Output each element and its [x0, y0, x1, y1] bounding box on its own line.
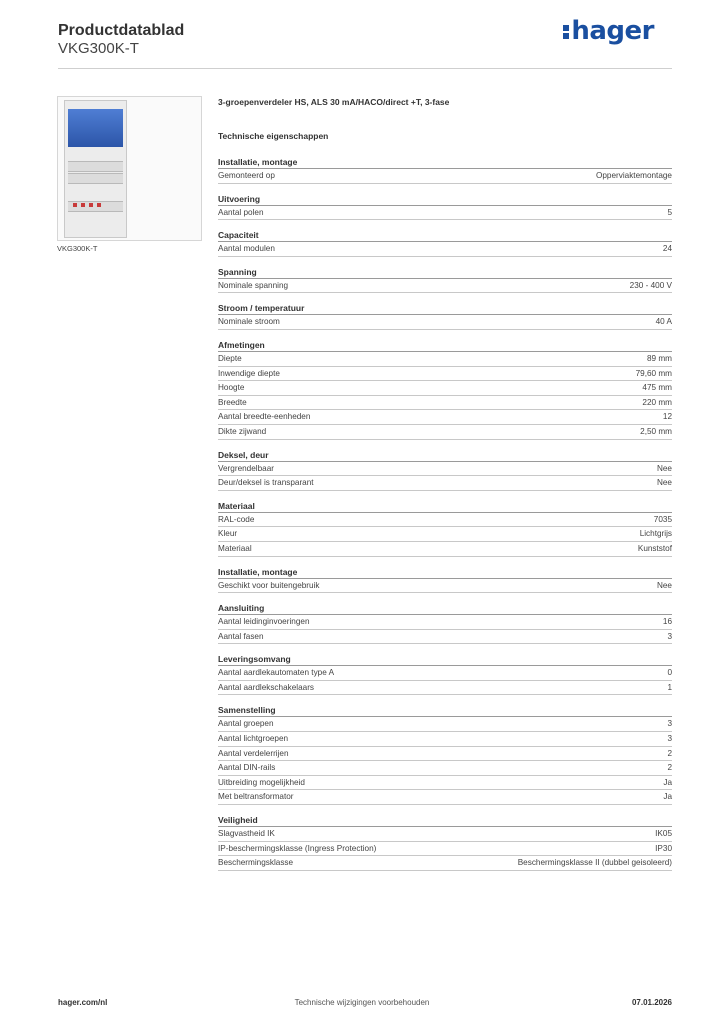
spec-section — [218, 302, 672, 330]
spec-label: Aantal DIN-rails — [218, 763, 276, 773]
spec-value: 16 — [662, 617, 672, 627]
spec-value: 89 mm — [646, 353, 672, 363]
spec-label: Vergrendelbaar — [218, 463, 274, 473]
spec-label: Aantal groepen — [218, 719, 274, 729]
spec-value: 5 — [667, 207, 672, 217]
product-image — [57, 96, 202, 241]
spec-value: Ja — [663, 792, 672, 802]
spec-value: IP30 — [655, 843, 672, 853]
spec-section — [218, 653, 672, 695]
spec-row — [218, 732, 672, 747]
spec-value: Beschermingsklasse II (dubbel geisoleerd) — [517, 858, 672, 868]
spec-label: Met beltransformator — [218, 792, 294, 802]
spec-label: Geschikt voor buitengebruik — [218, 580, 320, 590]
header-divider — [58, 68, 672, 69]
spec-label: Breedte — [218, 397, 247, 407]
spec-section — [218, 229, 672, 257]
spec-label: Aantal leidinginvoeringen — [218, 617, 310, 627]
spec-label: Hoogte — [218, 383, 245, 393]
spec-value: 2 — [667, 748, 672, 758]
spec-label: Nominale spanning — [218, 280, 289, 290]
spec-label: Aantal verdelerrijen — [218, 748, 289, 758]
spec-row — [218, 542, 672, 557]
spec-value: Ja — [663, 777, 672, 787]
spec-label: Kleur — [218, 529, 238, 539]
spec-value: 40 A — [655, 317, 672, 327]
spec-label: Aantal aardlekschakelaars — [218, 682, 315, 692]
section-title: Installatie, montage — [218, 156, 672, 169]
spec-label: Dikte zijwand — [218, 426, 267, 436]
spec-value: Opperviaktemontage — [595, 171, 672, 180]
logo-colon-icon — [563, 23, 570, 41]
footer-notice: Technische wijzigingen voorbehouden — [294, 998, 430, 1007]
page-title: Productdatablad — [58, 22, 185, 39]
spec-row — [218, 666, 672, 681]
spec-value: IK05 — [655, 829, 672, 839]
product-code: VKG300K-T — [58, 40, 139, 57]
spec-row — [218, 790, 672, 805]
spec-value: 475 mm — [642, 383, 672, 393]
spec-value: 79,60 mm — [635, 368, 672, 378]
footer-date: 07.01.2026 — [631, 998, 672, 1007]
spec-section — [218, 814, 672, 871]
spec-value: 0 — [667, 668, 672, 678]
spec-label: Deur/deksel is transparant — [218, 478, 314, 488]
product-description: 3-groepenverdeler HS, ALS 30 mA/HACO/direct +T, 3-fase — [218, 97, 450, 107]
spec-row — [218, 410, 672, 425]
spec-label: Uitbreiding mogelijkheid — [218, 777, 305, 787]
spec-label: Inwendige diepte — [218, 368, 280, 378]
spec-value: Nee — [656, 580, 672, 590]
spec-section — [218, 266, 672, 294]
spec-value: 3 — [667, 734, 672, 744]
spec-row — [218, 579, 672, 594]
spec-value: Lichtgrijs — [639, 529, 672, 539]
spec-value: 2,50 mm — [640, 426, 672, 436]
section-title: Veiligheid — [218, 814, 672, 827]
spec-row — [218, 169, 672, 184]
section-title: Afmetingen — [218, 339, 672, 352]
spec-label: Aantal lichtgroepen — [218, 734, 289, 744]
spec-label: Diepte — [218, 353, 242, 363]
spec-label: Gemonteerd op — [218, 171, 275, 180]
spec-value: 2 — [667, 763, 672, 773]
spec-row — [218, 425, 672, 440]
spec-row — [218, 615, 672, 630]
spec-row — [218, 776, 672, 791]
spec-section — [218, 193, 672, 221]
section-title: Capaciteit — [218, 229, 672, 242]
spec-section — [218, 602, 672, 644]
spec-section — [218, 339, 672, 440]
spec-row — [218, 279, 672, 294]
spec-label: IP-beschermingsklasse (Ingress Protection) — [218, 843, 377, 853]
spec-row — [218, 827, 672, 842]
section-title: Deksel, deur — [218, 449, 672, 462]
spec-row — [218, 476, 672, 491]
section-title: Spanning — [218, 266, 672, 279]
spec-row — [218, 315, 672, 330]
spec-value: 220 mm — [642, 397, 672, 407]
spec-section — [218, 566, 672, 594]
spec-table — [218, 156, 672, 871]
spec-section — [218, 704, 672, 805]
spec-label: Nominale stroom — [218, 317, 280, 327]
spec-value: 230 - 400 V — [629, 280, 672, 290]
spec-row — [218, 462, 672, 477]
spec-value: 3 — [667, 631, 672, 641]
spec-value: 7035 — [653, 514, 672, 524]
spec-label: Aantal polen — [218, 207, 264, 217]
section-title: Installatie, montage — [218, 566, 672, 579]
distribution-board-icon — [64, 100, 127, 238]
spec-row — [218, 717, 672, 732]
spec-row — [218, 396, 672, 411]
section-title: Uitvoering — [218, 193, 672, 206]
spec-label: Materiaal — [218, 543, 252, 553]
spec-label: RAL-code — [218, 514, 255, 524]
section-title: Materiaal — [218, 500, 672, 513]
spec-row — [218, 681, 672, 696]
footer-website-link[interactable]: hager.com/nl — [58, 998, 108, 1007]
spec-row — [218, 206, 672, 221]
spec-row — [218, 367, 672, 382]
spec-value: 12 — [662, 412, 672, 422]
spec-value: Nee — [656, 478, 672, 488]
spec-row — [218, 842, 672, 857]
logo-text: hager — [571, 16, 654, 46]
spec-row — [218, 513, 672, 528]
spec-row — [218, 242, 672, 257]
spec-row — [218, 527, 672, 542]
spec-section — [218, 500, 672, 557]
hager-logo[interactable] — [563, 16, 654, 46]
spec-label: Aantal fasen — [218, 631, 264, 641]
spec-section — [218, 449, 672, 491]
spec-row — [218, 856, 672, 871]
section-title: Aansluiting — [218, 602, 672, 615]
spec-label: Aantal breedte-eenheden — [218, 412, 311, 422]
spec-value: 3 — [667, 719, 672, 729]
spec-label: Aantal aardlekautomaten type A — [218, 668, 335, 678]
section-title: Stroom / temperatuur — [218, 302, 672, 315]
spec-value: Nee — [656, 463, 672, 473]
section-title: Leveringsomvang — [218, 653, 672, 666]
spec-section — [218, 156, 672, 184]
spec-label: Slagvastheid IK — [218, 829, 275, 839]
spec-row — [218, 747, 672, 762]
tech-heading: Technische eigenschappen — [218, 131, 329, 141]
spec-row — [218, 761, 672, 776]
spec-label: Aantal modulen — [218, 244, 275, 254]
spec-value: Kunststof — [637, 543, 672, 553]
spec-row — [218, 381, 672, 396]
image-caption: VKG300K-T — [57, 244, 98, 253]
spec-value: 1 — [667, 682, 672, 692]
spec-row — [218, 630, 672, 645]
spec-label: Beschermingsklasse — [218, 858, 294, 868]
section-title: Samenstelling — [218, 704, 672, 717]
spec-row — [218, 352, 672, 367]
spec-value: 24 — [662, 244, 672, 254]
